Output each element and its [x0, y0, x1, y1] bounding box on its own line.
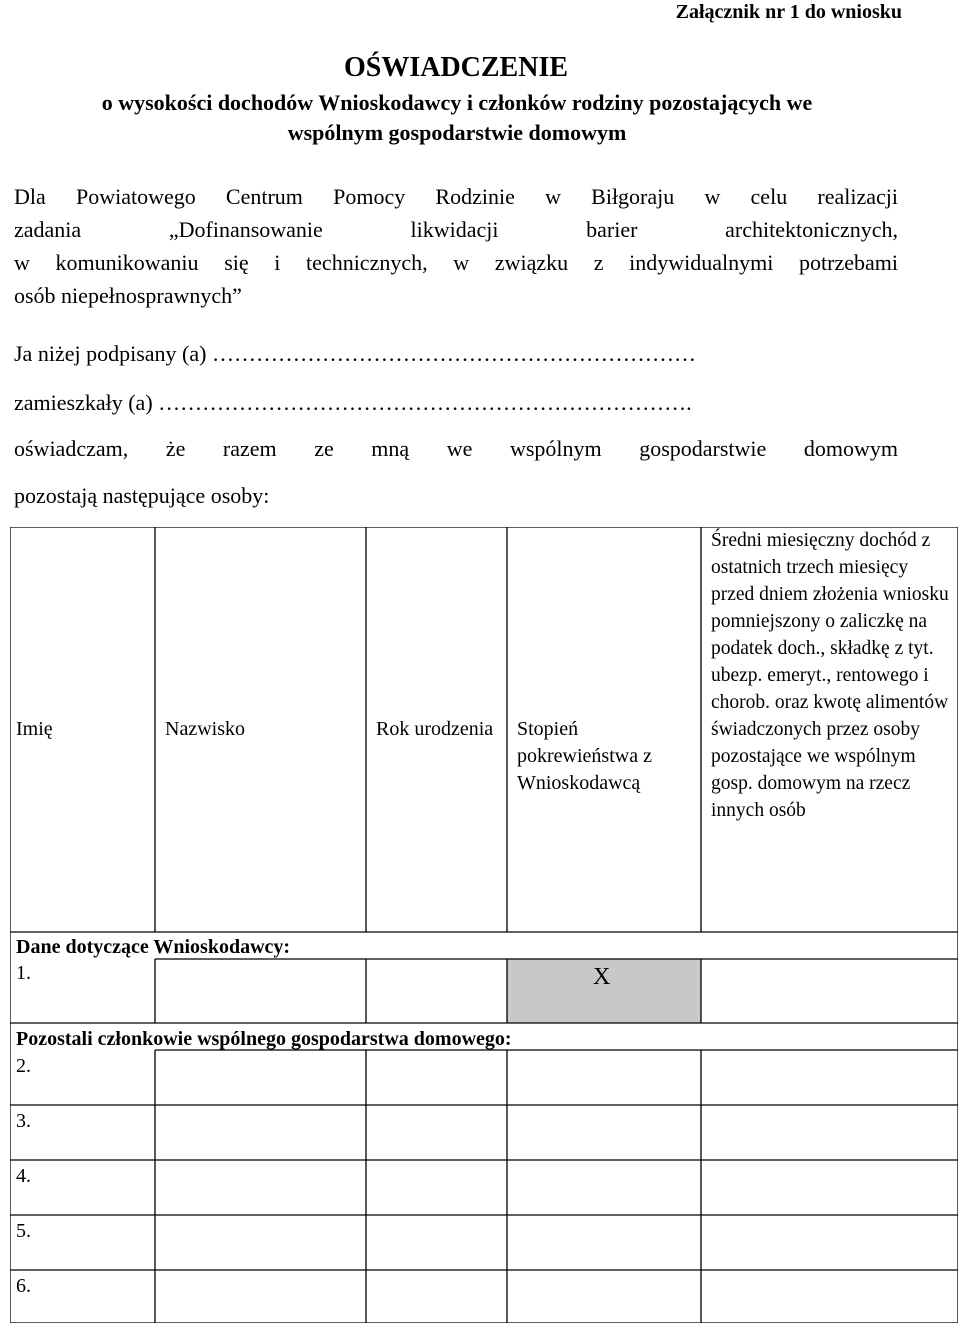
- resident-label: zamieszkały (a): [14, 390, 153, 415]
- intro-line-2: zadania „Dofinansowanie likwidacji barier architektonicznych,: [14, 217, 898, 242]
- section-applicant-label: Dane dotyczące Wnioskodawcy:: [16, 936, 291, 958]
- declaration-statement: oświadczam, że razem ze mną we wspólnym gospodarstwie domowym: [14, 436, 898, 461]
- resident-address-field[interactable]: ……………………………………………………………….: [158, 390, 692, 415]
- signed-label: Ja niżej podpisany (a): [14, 341, 207, 366]
- header-birth-year: Rok urodzenia: [376, 718, 494, 740]
- document-subtitle: [14, 88, 900, 148]
- table-row-number: 4.: [16, 1165, 31, 1187]
- annex-label: Załącznik nr 1 do wniosku: [675, 1, 902, 23]
- applicant-row-number: 1.: [16, 962, 31, 984]
- intro-paragraph: [14, 180, 898, 312]
- header-first-name: Imię: [16, 718, 53, 740]
- household-table: [10, 527, 958, 1323]
- subtitle-line-2: wspólnym gospodarstwie domowym: [287, 120, 627, 145]
- signed-row: [14, 340, 696, 368]
- header-relation: Stopień pokrewieństwa z Wnioskodawcą: [517, 718, 652, 794]
- intro-line-3: w komunikowaniu się i technicznych, w związku z indywidualnymi potrzebami: [14, 250, 898, 275]
- table-row-number: 3.: [16, 1110, 31, 1132]
- table-row-number: 5.: [16, 1220, 31, 1242]
- resident-row: [14, 389, 692, 417]
- header-last-name: Nazwisko: [165, 718, 245, 740]
- applicant-relation-x-mark: X: [593, 964, 611, 990]
- subtitle-line-1: o wysokości dochodów Wnioskodawcy i członków rodziny pozostających we: [101, 90, 813, 115]
- table-row-number: 2.: [16, 1055, 31, 1077]
- section-others-label: Pozostali członkowie wspólnego gospodarstwa domowego:: [16, 1028, 512, 1050]
- header-income: Średni miesięczny dochód z ostatnich trzech miesięcy przed dniem złożenia wniosku pomniejszony o zaliczkę na podatek doch., składkę z tyt. ubezp. emeryt., rentowego i chorob. oraz kwotę alimentów świadczonych przez osoby pozostające we wspólnym gosp. domowym na rzecz innych osób: [711, 530, 949, 821]
- intro-line-1: Dla Powiatowego Centrum Pomocy Rodzinie w Biłgoraju w celu realizacji: [14, 184, 898, 209]
- table-row-number: 6.: [16, 1275, 31, 1297]
- intro-line-4: osób niepełnosprawnych”: [14, 283, 242, 308]
- remaining-persons-label: pozostają następujące osoby:: [14, 483, 270, 508]
- document-title: OŚWIADCZENIE: [343, 52, 569, 83]
- signed-name-field[interactable]: …………………………………………………………: [211, 341, 696, 366]
